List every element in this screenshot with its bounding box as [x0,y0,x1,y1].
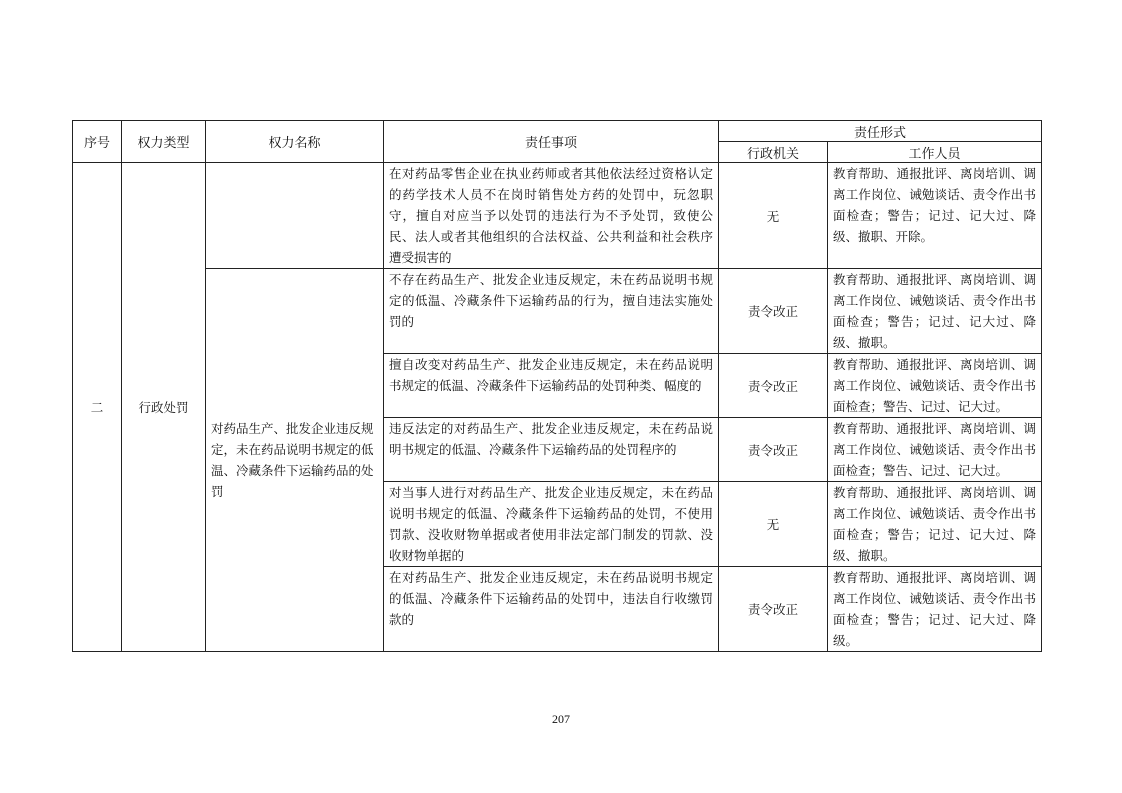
responsibility-table [72,120,1042,652]
power-type-cell: 行政处罚 [122,163,206,652]
staff-cell: 教育帮助、通报批评、离岗培训、调离工作岗位、诫勉谈话、责令作出书面检查；警告；记过、记大过、降级、撤职、开除。 [828,163,1042,269]
header-responsibility: 责任事项 [384,121,719,163]
responsibility-cell: 擅自改变对药品生产、批发企业违反规定，未在药品说明书规定的低温、冷藏条件下运输药品的处罚种类、幅度的 [384,354,719,418]
staff-cell: 教育帮助、通报批评、离岗培训、调离工作岗位、诫勉谈话、责令作出书面检查；警告、记过、记大过。 [828,418,1042,482]
header-seq: 序号 [73,121,122,163]
power-name-cell: 对药品生产、批发企业违反规定，未在药品说明书规定的低温、冷藏条件下运输药品的处罚 [206,269,384,652]
admin-cell: 无 [719,482,828,567]
staff-cell: 教育帮助、通报批评、离岗培训、调离工作岗位、诫勉谈话、责令作出书面检查；警告、记过、记大过。 [828,354,1042,418]
staff-cell: 教育帮助、通报批评、离岗培训、调离工作岗位、诫勉谈话、责令作出书面检查；警告；记过、记大过、降级。 [828,567,1042,652]
responsibility-cell: 在对药品零售企业在执业药师或者其他依法经过资格认定的药学技术人员不在岗时销售处方药的处罚中，玩忽职守，擅自对应当予以处罚的违法行为不予处罚，致使公民、法人或者其他组织的合法权益、公共利益和社会秩序遭受损害的 [384,163,719,269]
header-admin-organ: 行政机关 [719,142,828,163]
responsibility-cell: 不存在药品生产、批发企业违反规定，未在药品说明书规定的低温、冷藏条件下运输药品的行为，擅自违法实施处罚的 [384,269,719,354]
admin-cell: 责令改正 [719,354,828,418]
table-row [73,269,1042,354]
staff-cell: 教育帮助、通报批评、离岗培训、调离工作岗位、诫勉谈话、责令作出书面检查；警告；记过、记大过、降级、撤职。 [828,482,1042,567]
admin-cell: 无 [719,163,828,269]
header-responsibility-form: 责任形式 [719,121,1042,142]
responsibility-cell: 对当事人进行对药品生产、批发企业违反规定，未在药品说明书规定的低温、冷藏条件下运输药品的处罚，不使用罚款、没收财物单据或者使用非法定部门制发的罚款、没收财物单据的 [384,482,719,567]
responsibility-cell: 在对药品生产、批发企业违反规定，未在药品说明书规定的低温、冷藏条件下运输药品的处罚中，违法自行收缴罚款的 [384,567,719,652]
header-power-name: 权力名称 [206,121,384,163]
seq-cell: 二 [73,163,122,652]
power-name-cell-empty [206,163,384,269]
header-power-type: 权力类型 [122,121,206,163]
page-number: 207 [552,712,570,726]
admin-cell: 责令改正 [719,269,828,354]
admin-cell: 责令改正 [719,567,828,652]
admin-cell: 责令改正 [719,418,828,482]
table-row [73,163,1042,269]
header-staff: 工作人员 [828,142,1042,163]
staff-cell: 教育帮助、通报批评、离岗培训、调离工作岗位、诫勉谈话、责令作出书面检查；警告；记过、记大过、降级、撤职。 [828,269,1042,354]
responsibility-cell: 违反法定的对药品生产、批发企业违反规定，未在药品说明书规定的低温、冷藏条件下运输药品的处罚程序的 [384,418,719,482]
